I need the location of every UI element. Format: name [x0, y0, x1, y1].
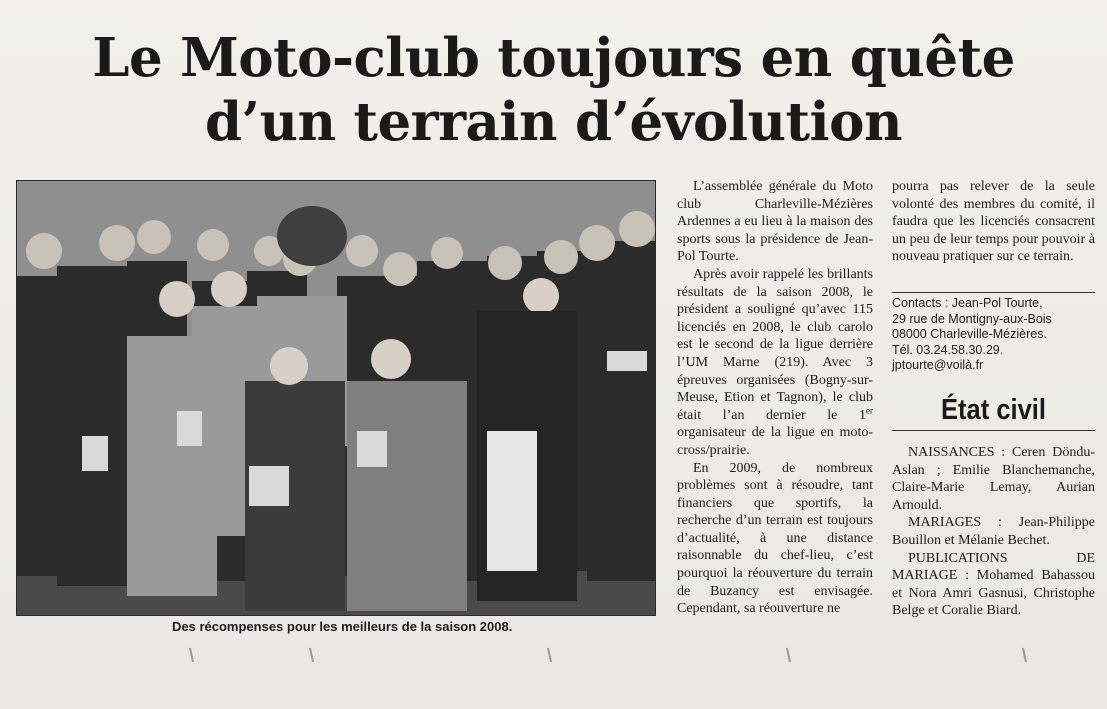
- article-column-2: [892, 178, 1095, 266]
- headline: [0, 26, 1107, 154]
- contacts-line-3: 08000 Charleville-Mézières.: [892, 327, 1047, 342]
- article-paragraph-2-part-b: organisateur de la ligue en moto-cross/prairie.: [677, 425, 873, 458]
- contacts-line-1: Contacts : Jean-Pol Tourte,: [892, 296, 1043, 310]
- etat-civil-divider: [892, 430, 1095, 431]
- publications-paragraph: PUBLICATIONS DE MARIAGE : Mohamed Bahassou et Nora Amri Gasnusi, Christophe Belge et Coralie Biard.: [892, 550, 1095, 619]
- contacts-divider: [892, 292, 1095, 293]
- photo-caption: Des récompenses pour les meilleurs de la saison 2008.: [172, 619, 513, 634]
- article-paragraph-2-part-a: Après avoir rappelé les brillants résultats de la saison 2008, le président a souligné qu’avec 115 licenciés en 2008, le club carolo est le second de la ligue derrière l’UM Marne (219). Avec 3 épreuves organisées (Bogny-sur-Meuse, Etion et Tagnon), le club était l’an dernier le 1: [677, 266, 873, 423]
- group-photo-illustration: [17, 181, 655, 615]
- contacts-line-2: 29 rue de Montigny-aux-Bois: [892, 311, 1052, 326]
- contacts-block: [892, 296, 1095, 374]
- article-paragraph-2: [677, 266, 873, 460]
- article-paragraph-3: En 2009, de nombreux problèmes sont à résoudre, tant financiers que sportifs, la recherche d’un terrain est toujours d’actualité, à une distance raisonnable du chef-lieu, c’est pourquoi la réouverture du terrain de Buzancy est envisagée. Cependant, sa réouverture ne: [677, 460, 873, 617]
- ordinal-superscript: er: [866, 405, 873, 416]
- article-paragraph-1: L’assemblée générale du Moto club Charleville-Mézières Ardennes a eu lieu à la maison des sports sous la présidence de Jean-Pol Tourte.: [677, 179, 873, 265]
- etat-civil-title: État civil: [941, 394, 1046, 426]
- group-photo: [16, 180, 656, 616]
- contacts-line-4: Tél. 03.24.58.30.29.: [892, 342, 1004, 357]
- contacts-email: jptourte@voilà.fr: [892, 358, 984, 373]
- etat-civil-column: [892, 444, 1095, 620]
- headline-line-2: d’un terrain d’évolution: [204, 91, 903, 153]
- mariages-paragraph: MARIAGES : Jean-Philippe Bouillon et Mélanie Bechet.: [892, 515, 1095, 548]
- naissances-paragraph: NAISSANCES : Ceren Döndu-Aslan ; Emilie Blanchemanche, Claire-Marie Lemay, Aurian Arnould.: [892, 445, 1095, 513]
- article-column-1: [677, 178, 873, 618]
- fold-marks: [0, 640, 1107, 676]
- article-paragraph-4: pourra pas relever de la seule volonté des membres du comité, il faudra que les licenciés consacrent un peu de leur temps pour pouvoir à nouveau pratiquer sur ce terrain.: [892, 179, 1095, 265]
- headline-line-1: Le Moto-club toujours en quête: [92, 27, 1015, 89]
